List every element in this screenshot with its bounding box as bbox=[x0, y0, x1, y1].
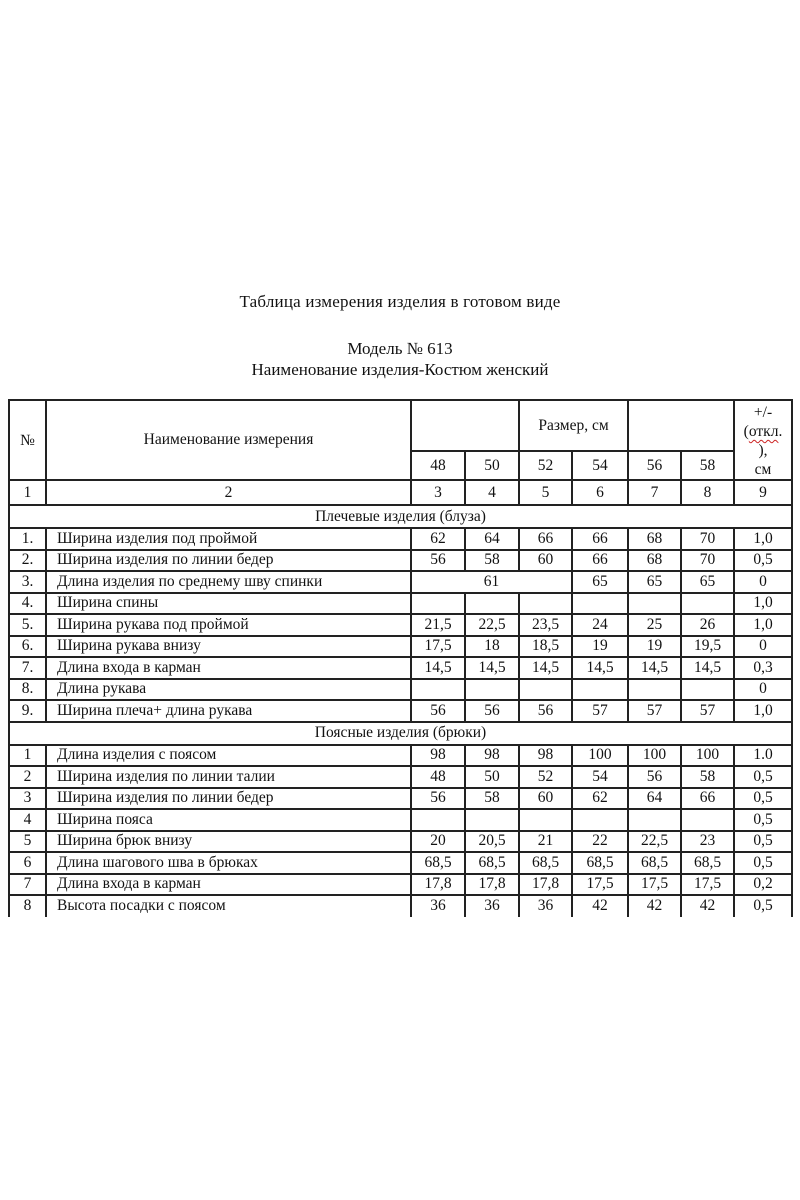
size-value: 100 bbox=[572, 745, 628, 767]
size-value: 56 bbox=[628, 766, 681, 788]
size-value: 14,5 bbox=[465, 657, 519, 679]
size-value: 68 bbox=[628, 550, 681, 572]
size-value bbox=[572, 809, 628, 831]
size-value: 21 bbox=[519, 831, 572, 853]
tolerance-value: 0,3 bbox=[734, 657, 792, 679]
size-value: 50 bbox=[465, 766, 519, 788]
column-number: 3 bbox=[411, 480, 465, 505]
size-value: 56 bbox=[519, 700, 572, 722]
measurement-row bbox=[9, 679, 792, 701]
tolerance-value: 0,5 bbox=[734, 852, 792, 874]
size-value: 14,5 bbox=[411, 657, 465, 679]
section-title: Плечевые изделия (блуза) bbox=[9, 505, 792, 528]
row-number: 6 bbox=[9, 852, 46, 874]
size-value bbox=[465, 809, 519, 831]
measurement-name: Длина шагового шва в брюках bbox=[46, 852, 411, 874]
size-value: 68 bbox=[628, 528, 681, 550]
page-title: Таблица измерения изделия в готовом виде bbox=[239, 292, 561, 311]
row-number: 6. bbox=[9, 636, 46, 658]
measurement-name: Длина входа в карман bbox=[46, 874, 411, 896]
measurement-row bbox=[9, 657, 792, 679]
tolerance-value: 1.0 bbox=[734, 745, 792, 767]
size-value bbox=[681, 679, 734, 701]
measurement-name: Ширина изделия по линии бедер bbox=[46, 788, 411, 810]
row-number: 5. bbox=[9, 614, 46, 636]
size-value: 19 bbox=[572, 636, 628, 658]
size-value: 64 bbox=[628, 788, 681, 810]
size-value: 24 bbox=[572, 614, 628, 636]
size-value: 57 bbox=[572, 700, 628, 722]
model-number: Модель № 613 bbox=[347, 339, 453, 358]
column-number: 7 bbox=[628, 480, 681, 505]
tolerance-value: 0,5 bbox=[734, 895, 792, 917]
size-value: 58 bbox=[465, 788, 519, 810]
measurement-name: Длина рукава bbox=[46, 679, 411, 701]
size-value: 25 bbox=[628, 614, 681, 636]
size-value: 22,5 bbox=[465, 614, 519, 636]
row-number: 2. bbox=[9, 550, 46, 572]
tolerance-header-line-3: ), bbox=[758, 442, 768, 459]
size-value: 56 bbox=[465, 700, 519, 722]
size-value bbox=[411, 809, 465, 831]
measurement-row bbox=[9, 766, 792, 788]
size-value: 56 bbox=[411, 788, 465, 810]
product-name: Наименование изделия-Костюм женский bbox=[251, 360, 549, 379]
size-value: 14,5 bbox=[519, 657, 572, 679]
size-value: 14,5 bbox=[628, 657, 681, 679]
size-value: 17,8 bbox=[465, 874, 519, 896]
size-value: 70 bbox=[681, 528, 734, 550]
col-header-measurement-name: Наименование измерения bbox=[46, 400, 411, 480]
tolerance-value: 1,0 bbox=[734, 614, 792, 636]
size-value: 98 bbox=[411, 745, 465, 767]
measurement-name: Ширина изделия по линии талии bbox=[46, 766, 411, 788]
row-number: 8 bbox=[9, 895, 46, 917]
size-value: 23 bbox=[681, 831, 734, 853]
measurement-row bbox=[9, 593, 792, 615]
row-number: 5 bbox=[9, 831, 46, 853]
size-value: 22,5 bbox=[628, 831, 681, 853]
size-value: 52 bbox=[519, 766, 572, 788]
size-col-56: 56 bbox=[628, 451, 681, 480]
column-number: 6 bbox=[572, 480, 628, 505]
size-group-spacer-left bbox=[411, 400, 519, 451]
size-value bbox=[681, 593, 734, 615]
col-header-number: № bbox=[9, 400, 46, 480]
tolerance-value: 0 bbox=[734, 571, 792, 593]
tolerance-value: 1,0 bbox=[734, 700, 792, 722]
tolerance-value: 1,0 bbox=[734, 593, 792, 615]
size-value bbox=[411, 679, 465, 701]
size-value: 68,5 bbox=[411, 852, 465, 874]
size-value: 54 bbox=[572, 766, 628, 788]
section-title: Поясные изделия (брюки) bbox=[9, 722, 792, 745]
size-value: 22 bbox=[572, 831, 628, 853]
tolerance-value: 0,5 bbox=[734, 831, 792, 853]
size-value: 66 bbox=[519, 528, 572, 550]
size-value: 65 bbox=[628, 571, 681, 593]
table-body bbox=[9, 505, 792, 917]
size-value: 42 bbox=[681, 895, 734, 917]
measurement-row bbox=[9, 745, 792, 767]
size-value: 56 bbox=[411, 700, 465, 722]
size-value bbox=[465, 679, 519, 701]
size-value bbox=[519, 809, 572, 831]
size-value: 19 bbox=[628, 636, 681, 658]
tolerance-value: 0,5 bbox=[734, 550, 792, 572]
size-value: 20 bbox=[411, 831, 465, 853]
size-value: 17,5 bbox=[411, 636, 465, 658]
row-number: 9. bbox=[9, 700, 46, 722]
measurement-name: Ширина изделия по линии бедер bbox=[46, 550, 411, 572]
size-value bbox=[572, 593, 628, 615]
measurement-name: Ширина брюк внизу bbox=[46, 831, 411, 853]
merged-size-value: 61 bbox=[411, 571, 572, 593]
col-header-tolerance bbox=[734, 400, 792, 480]
size-value: 19,5 bbox=[681, 636, 734, 658]
size-value bbox=[465, 593, 519, 615]
tolerance-value: 0,2 bbox=[734, 874, 792, 896]
size-value: 56 bbox=[411, 550, 465, 572]
tolerance-dot: . bbox=[778, 423, 783, 440]
size-value: 36 bbox=[519, 895, 572, 917]
size-value bbox=[681, 809, 734, 831]
measurement-row bbox=[9, 809, 792, 831]
row-number: 3 bbox=[9, 788, 46, 810]
measurement-row bbox=[9, 895, 792, 917]
size-value bbox=[519, 679, 572, 701]
size-value: 65 bbox=[681, 571, 734, 593]
section-header-row bbox=[9, 505, 792, 528]
size-value: 98 bbox=[519, 745, 572, 767]
tolerance-header-line-1: +/- bbox=[753, 404, 773, 421]
measurement-name: Длина входа в карман bbox=[46, 657, 411, 679]
size-value: 68,5 bbox=[572, 852, 628, 874]
measurement-row bbox=[9, 636, 792, 658]
row-number: 3. bbox=[9, 571, 46, 593]
measurement-name: Ширина пояса bbox=[46, 809, 411, 831]
size-value: 64 bbox=[465, 528, 519, 550]
size-col-50: 50 bbox=[465, 451, 519, 480]
size-value bbox=[572, 679, 628, 701]
size-value: 26 bbox=[681, 614, 734, 636]
document-header bbox=[0, 0, 800, 380]
size-value bbox=[519, 593, 572, 615]
size-value: 66 bbox=[681, 788, 734, 810]
measurement-table bbox=[8, 399, 793, 917]
size-col-48: 48 bbox=[411, 451, 465, 480]
measurement-name: Ширина изделия под проймой bbox=[46, 528, 411, 550]
column-number: 1 bbox=[9, 480, 46, 505]
measurement-row bbox=[9, 700, 792, 722]
size-value: 58 bbox=[465, 550, 519, 572]
size-value: 14,5 bbox=[572, 657, 628, 679]
size-value: 98 bbox=[465, 745, 519, 767]
measurement-row bbox=[9, 831, 792, 853]
section-header-row bbox=[9, 722, 792, 745]
table-header bbox=[9, 400, 792, 505]
size-value: 62 bbox=[411, 528, 465, 550]
size-value: 17,5 bbox=[628, 874, 681, 896]
measurement-name: Ширина рукава внизу bbox=[46, 636, 411, 658]
tolerance-value: 0 bbox=[734, 636, 792, 658]
size-col-52: 52 bbox=[519, 451, 572, 480]
size-value: 42 bbox=[628, 895, 681, 917]
measurement-name: Длина изделия по среднему шву спинки bbox=[46, 571, 411, 593]
size-value: 58 bbox=[681, 766, 734, 788]
column-number: 8 bbox=[681, 480, 734, 505]
tolerance-header-line-4: см bbox=[754, 461, 772, 478]
tolerance-header-line-2 bbox=[744, 423, 783, 440]
measurement-name: Ширина рукава под проймой bbox=[46, 614, 411, 636]
size-group-spacer-right bbox=[628, 400, 734, 451]
row-number: 7 bbox=[9, 874, 46, 896]
size-value: 17,8 bbox=[411, 874, 465, 896]
tolerance-value: 1,0 bbox=[734, 528, 792, 550]
header-row-group bbox=[9, 400, 792, 451]
row-number: 1. bbox=[9, 528, 46, 550]
size-value: 66 bbox=[572, 550, 628, 572]
size-value: 36 bbox=[411, 895, 465, 917]
size-col-54: 54 bbox=[572, 451, 628, 480]
row-number: 4 bbox=[9, 809, 46, 831]
size-value: 23,5 bbox=[519, 614, 572, 636]
measurement-name: Длина изделия с поясом bbox=[46, 745, 411, 767]
size-value bbox=[628, 809, 681, 831]
tolerance-open-paren: ( bbox=[743, 423, 749, 440]
row-number: 2 bbox=[9, 766, 46, 788]
column-number-row bbox=[9, 480, 792, 505]
size-value: 68,5 bbox=[519, 852, 572, 874]
col-header-size-group: Размер, см bbox=[519, 400, 628, 451]
size-col-58: 58 bbox=[681, 451, 734, 480]
measurement-row bbox=[9, 788, 792, 810]
measurement-row bbox=[9, 528, 792, 550]
size-value: 36 bbox=[465, 895, 519, 917]
row-number: 1 bbox=[9, 745, 46, 767]
size-value: 100 bbox=[628, 745, 681, 767]
size-value: 60 bbox=[519, 550, 572, 572]
measurement-row bbox=[9, 550, 792, 572]
size-value: 17,5 bbox=[681, 874, 734, 896]
tolerance-value: 0,5 bbox=[734, 788, 792, 810]
measurement-name: Ширина плеча+ длина рукава bbox=[46, 700, 411, 722]
tolerance-word-misspelled: откл bbox=[748, 423, 779, 440]
size-value: 100 bbox=[681, 745, 734, 767]
measurement-row bbox=[9, 874, 792, 896]
size-value: 68,5 bbox=[628, 852, 681, 874]
size-value: 42 bbox=[572, 895, 628, 917]
size-value: 68,5 bbox=[681, 852, 734, 874]
size-value: 18,5 bbox=[519, 636, 572, 658]
row-number: 4. bbox=[9, 593, 46, 615]
tolerance-value: 0,5 bbox=[734, 809, 792, 831]
size-value bbox=[628, 593, 681, 615]
size-value: 57 bbox=[628, 700, 681, 722]
column-number: 9 bbox=[734, 480, 792, 505]
column-number: 4 bbox=[465, 480, 519, 505]
column-number: 2 bbox=[46, 480, 411, 505]
size-value: 21,5 bbox=[411, 614, 465, 636]
measurement-row bbox=[9, 614, 792, 636]
size-value: 20,5 bbox=[465, 831, 519, 853]
size-value: 17,5 bbox=[572, 874, 628, 896]
tolerance-value: 0,5 bbox=[734, 766, 792, 788]
size-value: 14,5 bbox=[681, 657, 734, 679]
size-value: 48 bbox=[411, 766, 465, 788]
tolerance-value: 0 bbox=[734, 679, 792, 701]
size-value: 70 bbox=[681, 550, 734, 572]
row-number: 7. bbox=[9, 657, 46, 679]
size-value: 17,8 bbox=[519, 874, 572, 896]
size-value: 18 bbox=[465, 636, 519, 658]
measurement-row bbox=[9, 852, 792, 874]
column-number: 5 bbox=[519, 480, 572, 505]
size-value: 60 bbox=[519, 788, 572, 810]
size-value: 68,5 bbox=[465, 852, 519, 874]
measurement-name: Ширина спины bbox=[46, 593, 411, 615]
measurement-row bbox=[9, 571, 792, 593]
size-value: 65 bbox=[572, 571, 628, 593]
size-value bbox=[411, 593, 465, 615]
size-value: 66 bbox=[572, 528, 628, 550]
size-value: 62 bbox=[572, 788, 628, 810]
size-value: 57 bbox=[681, 700, 734, 722]
measurement-name: Высота посадки с поясом bbox=[46, 895, 411, 917]
row-number: 8. bbox=[9, 679, 46, 701]
size-value bbox=[628, 679, 681, 701]
